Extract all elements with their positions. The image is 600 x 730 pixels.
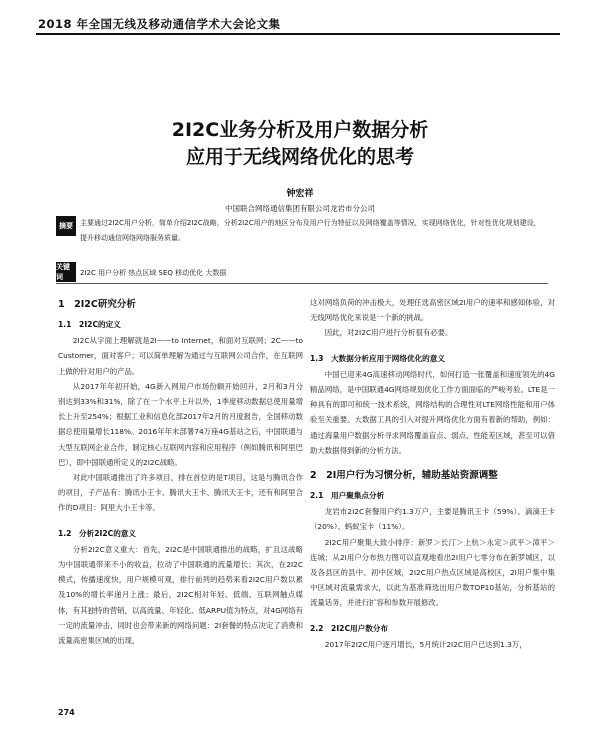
- author: 钟宏祥: [286, 189, 314, 199]
- left-column: [58, 295, 303, 648]
- paragraph: 这对网络负荷的冲击极大，处理任选高密区域2I用户的速率和感知体验，对无线网络优化来说是一个新的挑战。: [310, 298, 555, 323]
- section-heading: 1 2I2C研究分析: [58, 299, 136, 310]
- paragraph: 从2017年年初开始，4G新入网用户市场份额开始回升，2月和3月分别达到33%和31%，除了在一个水平上升以外，1季度移动数据总使用量增长上升至254%；根据工业和信息化部2017年2月的月度报告，全国移动数据总使用量增长118%。2016年年末部署74万座4G基站之后，中国联通与大型互联网企业合作，制定核心互联网内容和应用程序（例如腾讯和阿里巴巴），即中国联通所定义的2I2C战略。: [58, 381, 303, 467]
- subsection-heading: 2.2 2I2C用户数分布: [310, 623, 388, 633]
- spacer: [58, 516, 303, 524]
- affiliation: 中国联合网络通信集团有限公司龙岩市分公司: [225, 204, 375, 213]
- right-column: [310, 295, 555, 652]
- keywords-tag: 关键词: [56, 262, 76, 282]
- subsection-heading: 2.1 用户聚集点分析: [310, 491, 385, 501]
- section-heading: 2 2I用户行为习惯分析，辅助基站资源调整: [310, 470, 498, 482]
- page-number: 274: [58, 708, 75, 717]
- subsection-heading: 1.1 2I2C的定义: [58, 320, 121, 329]
- abstract-tag: 摘要: [56, 216, 76, 236]
- paper-title-line1: 2I2C业务分析及用户数据分析: [171, 119, 429, 141]
- paragraph: 2I2C从字面上理解就是2I——to Internet，和面对互联网；2C——to Customer，面对客户；可以简单理解为通过与互联网公司合作，在互联网上做的针对用户的产品。: [58, 336, 303, 376]
- paragraph: 因此，对2I2C用户进行分析很有必要。: [324, 328, 453, 338]
- keywords-text: 2I2C 用户分析 热点区域 SEQ 移动优化 大数据: [80, 269, 227, 277]
- paragraph: 分析2I2C意义重大：首先，2I2C是中国联通推出的战略，扩且这战略为中国联通带来不小的收益，拉动了中国联通的流量增长；其次，在2I2C模式，传播速度快，用户规模可观，排行前列的趋势来看2I2C用户数以累及10%的增长率递月上涨；最后，2I2C相对年轻、低端、互联网触点媒体，有其独特的营销，以高流量、年轻化、低ARPU值为特点，对4G网络有一定的流量冲击，同时也会带来新的网络问题：2I套餐的特点决定了消费和流量高密集区域的出现，: [58, 544, 303, 646]
- spacer: [310, 341, 555, 349]
- subsection-heading: 1.3 大数据分析应用于网络优化的意义: [310, 353, 445, 363]
- abstract-rule: [56, 283, 548, 284]
- paragraph: 对此中国联通推出了许多项目，排在首位的是T项目，这是与腾讯合作的项目，子产品有：腾讯小王卡、腾讯大王卡、腾讯天王卡，还有和阿里合作的D项目：阿里大小王卡等。: [58, 473, 303, 513]
- paragraph: 龙岩市2I2C套餐用户约1.3万户，主要是腾讯王卡（59%）、滴滴王卡（20%）、蚂蚁宝卡（11%）。: [310, 507, 555, 532]
- paper-title-line2: 应用于无线网络优化的思考: [185, 146, 414, 168]
- paragraph: 2017年2I2C用户逐月增长，5月统计2I2C用户已达到1.3万，: [324, 639, 527, 649]
- subsection-heading: 1.2 分析2I2C的意义: [58, 528, 136, 538]
- running-header: 2018 年全国无线及移动通信学术大会论文集: [38, 17, 281, 31]
- paragraph: 中国已迎来4G高速移动网络时代，如何打造一张覆盖和速度领先的4G精品网络，是中国联通4G网络规划优化工作方面面临的严峻考验。LTE是一种具有的即可和统一技术系统，网络结构的合理性对LTE网络性能和用户体验至关重要。大数据工具的引入对提升网络优化方面有着新的帮助，例如：通过海量用户数据分析寻求网络覆盖盲点、弱点、性能差区域，甚至可以借助大数据得到新的分析方法。: [310, 369, 555, 455]
- header-rule: [36, 33, 560, 35]
- abstract-text: 主要通过2I2C用户分析，简单介绍2I2C战略，分析2I2C用户的地区分布及用户行为特征以及网络覆盖等情况，实现网络优化，针对性优化规划建设，提升移动通信网络网络服务质量。: [80, 219, 541, 242]
- spacer: [310, 611, 555, 619]
- paragraph: 2I2C用户聚集大致小排序：新罗＞长汀＞上杭＞永定＞武平＞漳平＞连城；从2I用户分布热力图可以直观地看出2I用户七零分布在新罗城区，以及各县区的县中、初中区域，2I2C用户热点区域是高校区，2I用户集中集中区域对流量需求大，以此为基准筛选出用户数TOP10基站，分析基站的流量话务，并进行扩容和参数开展修改。: [310, 537, 555, 608]
- spacer: [310, 458, 555, 466]
